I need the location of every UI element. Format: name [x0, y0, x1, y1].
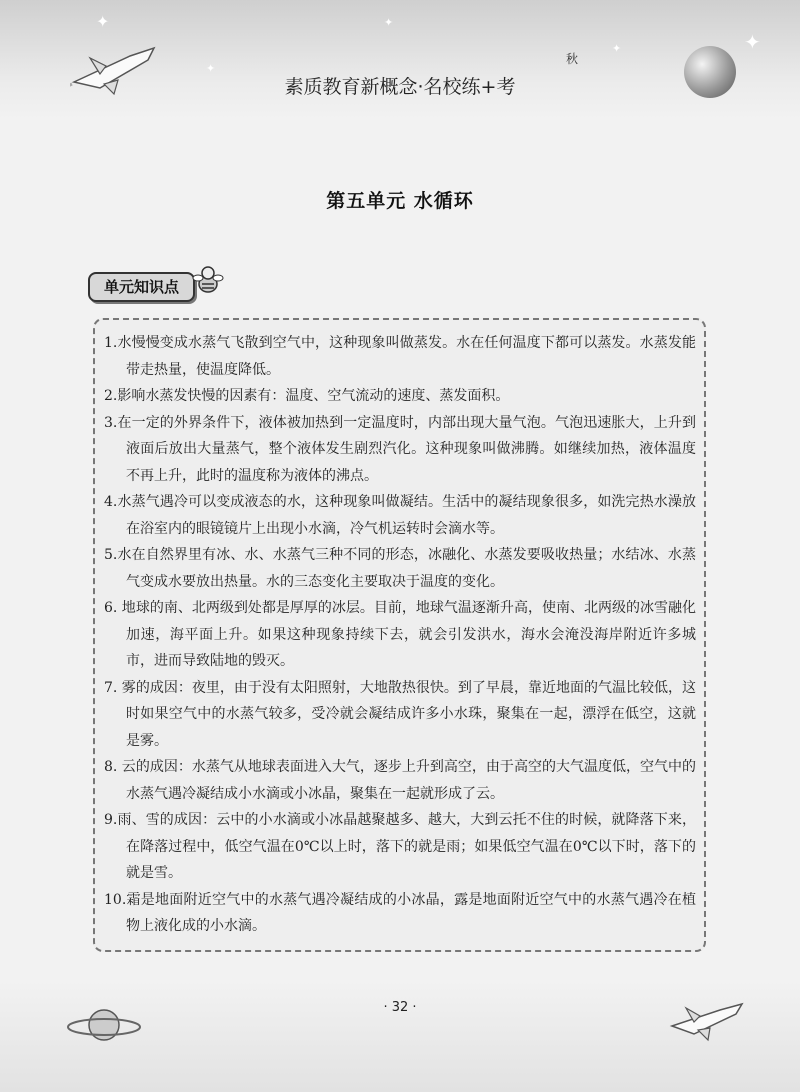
knowledge-point: 7. 雾的成因：夜里，由于没有太阳照射，大地散热很快。到了早晨，靠近地面的气温比较低，这时如果空气中的水蒸气较多，受冷就会凝结成许多小水珠，聚集在一起，漂浮在低空，这就是雾。: [104, 679, 696, 749]
knowledge-point: 8. 云的成因：水蒸气从地球表面进入大气，逐步上升到高空，由于高空的大气温度低，空气中的水蒸气遇冷凝结成小水滴或小冰晶，聚集在一起就形成了云。: [104, 759, 696, 802]
knowledge-point: 9.雨、雪的成因：云中的小水滴或小冰晶越聚越多、越大，大到云托不住的时候，就降落下来，在降落过程中，低空气温在0℃以上时，落下的就是雨；如果低空气温在0℃以下时，落下的就是雪。: [104, 812, 696, 881]
knowledge-point: 1.水慢慢变成水蒸气飞散到空气中，这种现象叫做蒸发。水在任何温度下都可以蒸发。水蒸发能带走热量，使温度降低。: [104, 335, 696, 378]
knowledge-point-list: [104, 330, 696, 940]
unit-title: 第五单元 水循环: [326, 190, 474, 212]
knowledge-point: 10.霜是地面附近空气中的水蒸气遇冷凝结成的小冰晶，露是地面附近空气中的水蒸气遇冷在植物上液化成的小水滴。: [104, 891, 696, 934]
space-shuttle-icon: [70, 38, 160, 98]
knowledge-point: 2.影响水蒸发快慢的因素有：温度、空气流动的速度、蒸发面积。: [104, 388, 510, 404]
page-number: · 32 ·: [383, 1000, 417, 1015]
planet-icon: [684, 46, 736, 98]
space-shuttle-icon: [668, 996, 748, 1044]
sparkle-star-icon: ✦: [384, 16, 394, 29]
sparkle-star-icon: ✦: [96, 12, 110, 31]
sparkle-star-icon: ✦: [744, 30, 761, 54]
knowledge-point: 4.水蒸气遇冷可以变成液态的水，这种现象叫做凝结。生活中的凝结现象很多，如洗完热水澡放在浴室内的眼镜镜片上出现小水滴，冷气机运转时会滴水等。: [104, 494, 696, 537]
header-title: 素质教育新概念·名校练+考: [284, 76, 516, 98]
bee-mascot-icon: [190, 262, 226, 298]
knowledge-point: 3.在一定的外界条件下，液体被加热到一定温度时，内部出现大量气泡。气泡迅速胀大，上升到液面后放出大量蒸气，整个液体发生剧烈汽化。这种现象叫做沸腾。如继续加热，液体温度不再上升，此时的温度称为液体的沸点。: [104, 414, 696, 484]
sparkle-star-icon: ✦: [206, 62, 216, 75]
knowledge-point: 6. 地球的南、北两级到处都是厚厚的冰层。目前，地球气温逐渐升高，使南、北两级的冰雪融化加速，海平面上升。如果这种现象持续下去，就会引发洪水，海水会淹没海岸附近许多城市，进而导致陆地的毁灭。: [104, 600, 696, 669]
sparkle-star-icon: ✦: [612, 42, 622, 55]
knowledge-point: 5.水在自然界里有冰、水、水蒸气三种不同的形态，冰融化、水蒸发要吸收热量；水结冰、水蒸气变成水要放出热量。水的三态变化主要取决于温度的变化。: [104, 547, 696, 590]
season-label: 秋: [566, 52, 579, 66]
section-badge: 单元知识点: [88, 272, 195, 302]
ringed-planet-icon: [64, 1000, 144, 1050]
